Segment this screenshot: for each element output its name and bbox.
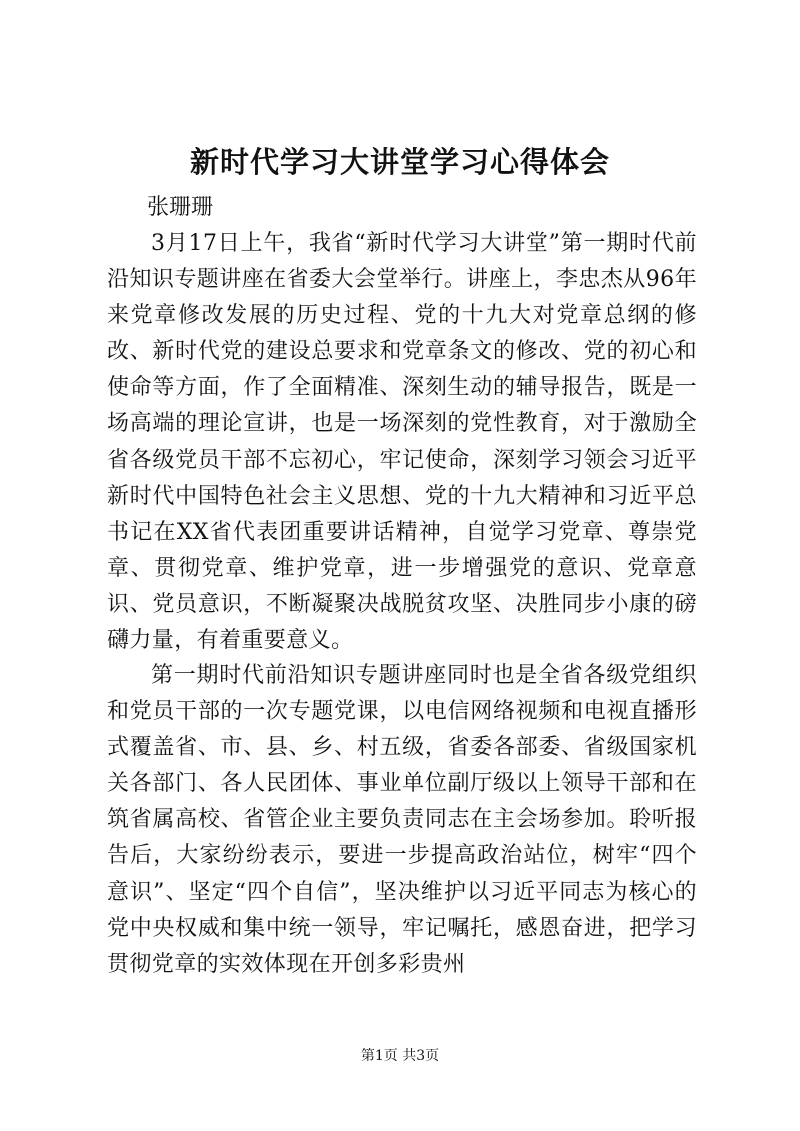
body-paragraph-1: 3月17日上午，我省“新时代学习大讲堂”第一期时代前沿知识专题讲座在省委大会堂举行。讲座上，李忠杰从96年来党章修改发展的历史过程、党的十九大对党章总纲的修改、新时代党的建设总要求和党章条文的修改、党的初心和使命等方面，作了全面精准、深刻生动的辅导报告，既是一场高端的理论宣讲，也是一场深刻的党性教育，对于激励全省各级党员干部不忘初心，牢记使命，深刻学习领会习近平新时代中国特色社会主义思想、党的十九大精神和习近平总书记在XX省代表团重要讲话精神，自觉学习党章、尊崇党章、贯彻党章、维护党章，进一步增强党的意识、党章意识、党员意识，不断凝聚决战脱贫攻坚、决胜同步小康的磅礴力量，有着重要意义。 [107, 231, 697, 654]
page-footer: 第1页 共3页 [360, 1048, 440, 1064]
document-title: 新时代学习大讲堂学习心得体会 [189, 145, 610, 179]
body-paragraph-2: 第一期时代前沿知识专题讲座同时也是全省各级党组织和党员干部的一次专题党课，以电信网络视频和电视直播形式覆盖省、市、县、乡、村五级，省委各部委、省级国家机关各部门、各人民团体、事业单位副厅级以上领导干部和在筑省属高校、省管企业主要负责同志在主会场参加。聆听报告后，大家纷纷表示，要进一步提高政治站位，树牢“四个意识”、坚定“四个自信”，坚决维护以习近平同志为核心的党中央权威和集中统一领导，牢记嘱托，感恩奋进，把学习贯彻党章的实效体现在开创多彩贵州 [107, 663, 697, 977]
document-author: 张珊珊 [147, 195, 214, 220]
